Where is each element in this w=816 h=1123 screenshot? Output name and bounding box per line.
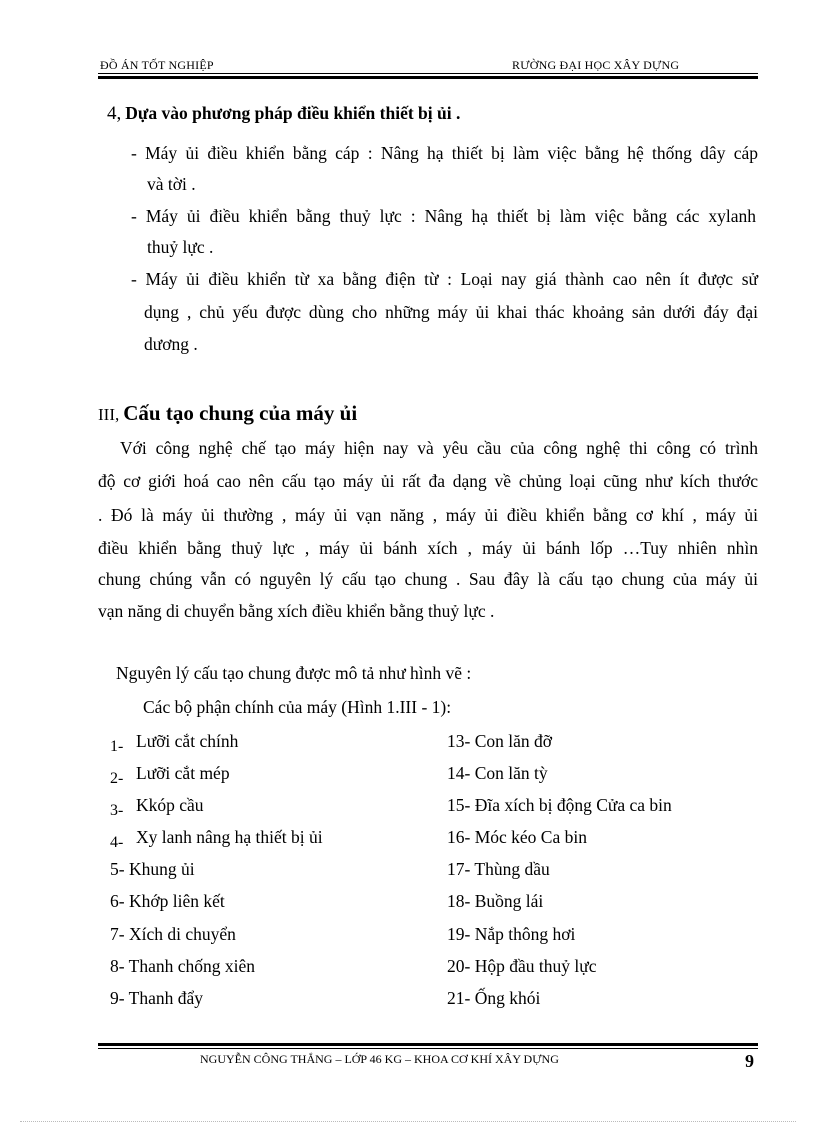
part-left-6-num: 6- xyxy=(110,891,125,911)
footer-text: NGUYỄN CÔNG THẮNG – LỚP 46 KG – KHOA CƠ KHÍ XÂY DỰNG xyxy=(200,1052,559,1066)
part-left-1-num: 1- xyxy=(110,738,124,755)
part-right-21: 21- Ống khói xyxy=(447,988,541,1008)
footer-rule-thick xyxy=(98,1043,758,1046)
part-left-2 xyxy=(110,763,230,787)
part-left-4-label: Xy lanh nâng hạ thiết bị ủi xyxy=(136,827,323,847)
item2-line1: - Máy ủi điều khiển bằng thuỷ lực : Nâng hạ thiết bị làm việc bằng các xylanh xyxy=(131,206,756,226)
part-left-4 xyxy=(110,827,323,851)
part-left-9-num: 9- xyxy=(110,988,125,1008)
part-left-5 xyxy=(110,859,195,880)
para-line-1: Với công nghệ chế tạo máy hiện nay và yêu cầu của công nghệ thi công có trình xyxy=(120,438,758,458)
part-left-8 xyxy=(110,956,255,977)
section4-heading xyxy=(107,103,460,125)
part-left-8-label: Thanh chống xiên xyxy=(128,956,255,976)
item1-line1: - Máy ủi điều khiển bằng cáp : Nâng hạ thiết bị làm việc bằng hệ thống dây cáp xyxy=(131,143,758,163)
part-left-5-label: Khung ủi xyxy=(128,859,195,879)
item3-line2: dụng , chủ yếu được dùng cho những máy ủi khai thác khoảng sản dưới đáy đại xyxy=(144,302,758,322)
part-left-2-label: Lưỡi cắt mép xyxy=(136,763,230,783)
header-rule-thin xyxy=(98,73,758,74)
footer-rule-thin xyxy=(98,1048,758,1049)
para-line-4: điều khiển bằng thuỷ lực , máy ủi bánh xích , máy ủi bánh lốp …Tuy nhiên nhìn xyxy=(98,538,758,558)
header-left: ĐỒ ÁN TỐT NGHIỆP xyxy=(100,58,214,72)
part-left-7 xyxy=(110,924,236,945)
part-left-3-label: Kkóp cầu xyxy=(136,795,204,815)
part-left-9 xyxy=(110,988,203,1009)
part-left-5-num: 5- xyxy=(110,859,125,879)
part-right-15: 15- Đĩa xích bị động Cửa ca bin xyxy=(447,795,672,815)
part-left-7-num: 7- xyxy=(110,924,125,944)
part-left-1 xyxy=(110,731,239,755)
header-rule-thick xyxy=(98,76,758,79)
part-right-19: 19- Nắp thông hơi xyxy=(447,924,576,944)
item1-line2: và tời . xyxy=(147,174,196,194)
item2-line2: thuỷ lực . xyxy=(147,237,214,257)
part-right-18: 18- Buồng lái xyxy=(447,891,544,911)
intro-text: Nguyên lý cấu tạo chung được mô tả như hình vẽ : xyxy=(116,663,472,683)
section3-heading xyxy=(98,401,357,426)
part-left-6 xyxy=(110,891,225,912)
para-line-2: độ cơ giới hoá cao nên cấu tạo máy ủi rất đa dạng về chủng loại cũng như kích thước xyxy=(98,471,758,491)
part-left-8-num: 8- xyxy=(110,956,125,976)
part-left-3-num: 3- xyxy=(110,802,124,819)
item3-line1: - Máy ủi điều khiển từ xa bằng điện từ : Loại nay giá thành cao nên ít được sử xyxy=(131,269,758,289)
part-right-16: 16- Móc kéo Ca bin xyxy=(447,827,587,847)
parts-title: Các bộ phận chính của máy (Hình 1.III - 1): xyxy=(143,697,452,717)
header-right: RƯỜNG ĐẠI HỌC XÂY DỰNG xyxy=(512,58,680,72)
part-right-14: 14- Con lăn tỳ xyxy=(447,763,548,783)
page-bottom-divider xyxy=(20,1121,796,1122)
para-line-3: . Đó là máy ủi thường , máy ủi vạn năng , máy ủi điều khiển bằng cơ khí , máy ủi xyxy=(98,505,758,525)
section3-heading-num: III, xyxy=(98,405,120,424)
part-left-4-num: 4- xyxy=(110,834,124,851)
para-line-6: vạn năng di chuyển bằng xích điều khiển bằng thuỷ lực . xyxy=(98,601,495,621)
section4-heading-text: Dựa vào phương pháp điều khiển thiết bị ủi . xyxy=(125,103,461,123)
part-left-2-num: 2- xyxy=(110,770,124,787)
part-left-3 xyxy=(110,795,204,819)
para-line-5: chung chúng vẫn có nguyên lý cấu tạo chung . Sau đây là cấu tạo chung của máy ủi xyxy=(98,569,758,589)
part-right-13: 13- Con lăn đỡ xyxy=(447,731,553,751)
part-left-1-label: Lưỡi cắt chính xyxy=(136,731,239,751)
part-right-20: 20- Hộp đầu thuỷ lực xyxy=(447,956,597,976)
page-number: 9 xyxy=(745,1051,754,1071)
section4-heading-num: 4, xyxy=(107,103,122,124)
part-left-7-label: Xích di chuyển xyxy=(128,924,236,944)
item3-line3: dương . xyxy=(144,334,198,354)
part-right-17: 17- Thùng dầu xyxy=(447,859,550,879)
part-left-9-label: Thanh đẩy xyxy=(128,988,203,1008)
part-left-6-label: Khớp liên kết xyxy=(128,891,225,911)
section3-heading-text: Cấu tạo chung của máy ủi xyxy=(123,401,358,425)
